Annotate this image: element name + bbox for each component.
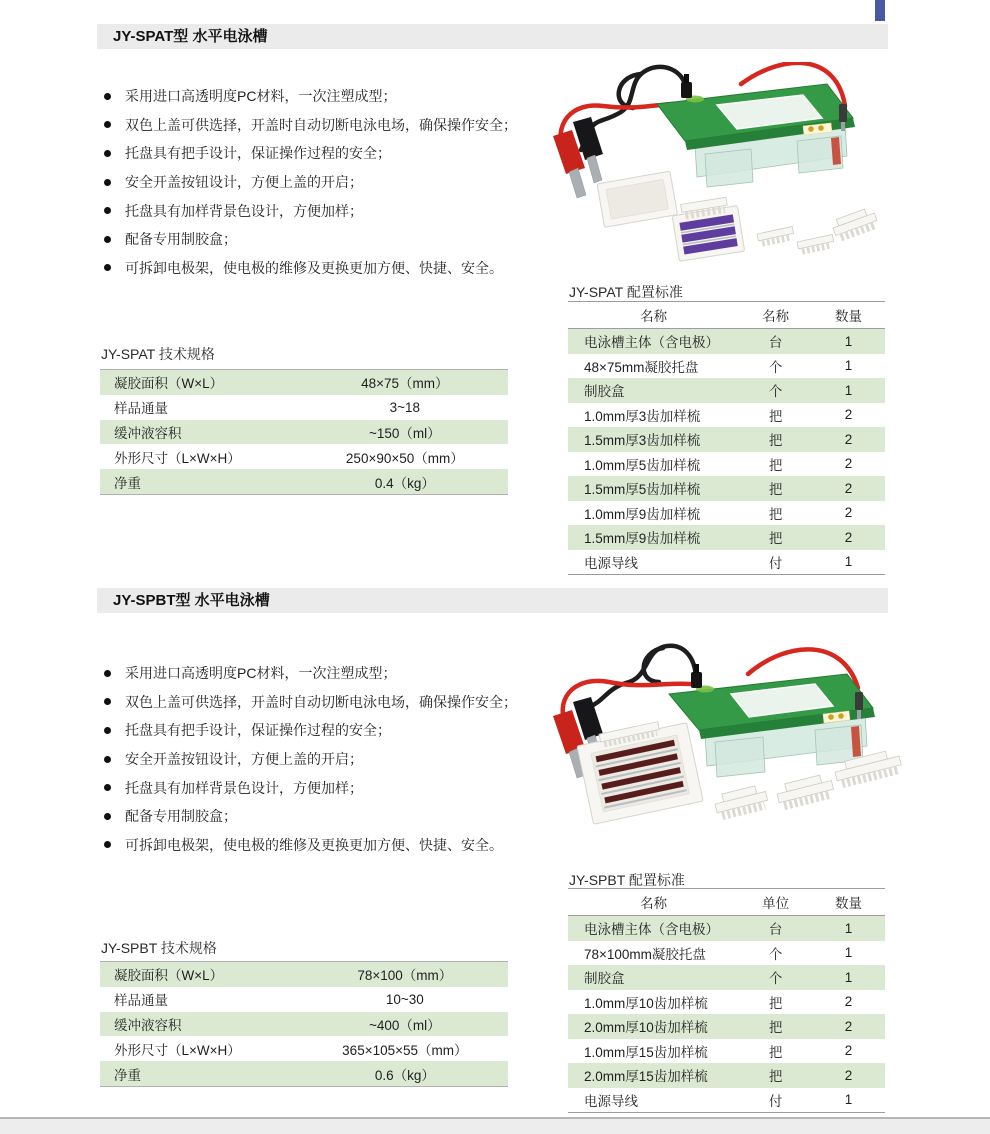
feature-item xyxy=(104,111,564,140)
config-name: 1.5mm厚3齿加样梳 xyxy=(584,433,701,449)
table-row xyxy=(568,452,885,477)
bullet-icon xyxy=(104,784,111,791)
config-qty: 1 xyxy=(844,945,853,961)
bullet-icon xyxy=(104,179,111,186)
bullet-icon xyxy=(104,670,111,677)
config-table-jy-spat xyxy=(568,301,885,575)
bullet-icon xyxy=(104,264,111,271)
table-row xyxy=(568,916,885,941)
config-name: 电泳槽主体（含电极） xyxy=(584,922,719,938)
spec-label: 外形尺寸（L×W×H） xyxy=(114,1042,241,1058)
config-unit: 个 xyxy=(768,359,783,375)
config-unit: 把 xyxy=(768,1069,783,1085)
spec-value: 365×105×55（mm） xyxy=(342,1042,468,1058)
spec-value: 78×100（mm） xyxy=(357,968,453,984)
config-name: 78×100mm凝胶托盘 xyxy=(584,946,706,962)
spec-label: 凝胶面积（W×L） xyxy=(114,968,224,984)
config-qty: 2 xyxy=(844,407,853,423)
config-unit: 个 xyxy=(768,384,783,400)
feature-item xyxy=(104,802,564,831)
config-name: 2.0mm厚10齿加样梳 xyxy=(584,1020,708,1036)
config-name: 电源导线 xyxy=(584,555,638,571)
config-unit: 把 xyxy=(768,506,783,522)
spec-table-title: JY-SPAT 技术规格 xyxy=(101,346,215,362)
spec-value: 250×90×50（mm） xyxy=(345,450,464,466)
config-unit: 把 xyxy=(768,995,783,1011)
config-unit: 付 xyxy=(768,555,783,571)
config-unit: 把 xyxy=(768,531,783,547)
config-qty: 1 xyxy=(844,969,853,985)
config-name: 2.0mm厚15齿加样梳 xyxy=(584,1069,708,1085)
table-row xyxy=(568,378,885,403)
config-name: 电源导线 xyxy=(584,1093,638,1109)
config-unit: 把 xyxy=(768,457,783,473)
spec-value: ~150（ml） xyxy=(369,425,441,441)
table-row xyxy=(568,550,885,575)
section-title: JY-SPAT型 水平电泳槽 xyxy=(113,28,268,45)
feature-item xyxy=(104,139,564,168)
feature-list-jy-spat xyxy=(104,82,564,282)
column-header: 数量 xyxy=(812,889,885,916)
feature-item xyxy=(104,688,564,717)
config-table-title: JY-SPAT 配置标准 xyxy=(569,284,683,300)
bullet-icon xyxy=(104,841,111,848)
table-row xyxy=(100,469,508,494)
table-row xyxy=(100,395,508,420)
config-qty: 1 xyxy=(844,382,853,398)
config-qty: 2 xyxy=(844,994,853,1010)
feature-item xyxy=(104,225,564,254)
table-row xyxy=(568,403,885,428)
table-row xyxy=(568,476,885,501)
bullet-icon xyxy=(104,698,111,705)
config-unit: 个 xyxy=(768,971,783,987)
feature-text: 配备专用制胶盒； xyxy=(125,231,237,248)
spec-label: 净重 xyxy=(114,475,141,491)
table-row xyxy=(568,1014,885,1039)
section-header-jy-spat xyxy=(97,24,888,49)
table-row xyxy=(100,444,508,469)
config-name: 48×75mm凝胶托盘 xyxy=(584,359,699,375)
feature-text: 托盘具有加样背景色设计，方便加样； xyxy=(125,202,363,219)
table-row xyxy=(568,525,885,550)
table-row xyxy=(568,427,885,452)
feature-item xyxy=(104,773,564,802)
spec-value: 3~18 xyxy=(389,399,421,415)
bullet-icon xyxy=(104,756,111,763)
table-row xyxy=(568,1063,885,1088)
electrophoresis-tank-illustration xyxy=(543,642,963,867)
config-qty: 2 xyxy=(844,431,853,447)
config-qty: 2 xyxy=(844,529,853,545)
config-table-jy-spbt xyxy=(568,888,885,1113)
table-header-row xyxy=(568,302,885,329)
table-row xyxy=(100,1012,508,1037)
table-row xyxy=(100,1036,508,1061)
table-header-row xyxy=(568,889,885,916)
spec-label: 缓冲液容积 xyxy=(114,1017,182,1033)
config-name: 1.5mm厚9齿加样梳 xyxy=(584,531,701,547)
feature-item xyxy=(104,716,564,745)
config-qty: 1 xyxy=(844,554,853,570)
spec-label: 凝胶面积（W×L） xyxy=(114,376,224,392)
feature-text: 托盘具有把手设计，保证操作过程的安全； xyxy=(125,722,391,739)
spec-table-jy-spbt xyxy=(100,961,508,1087)
table-row xyxy=(568,1088,885,1113)
config-name: 电泳槽主体（含电极） xyxy=(584,335,719,351)
config-unit: 把 xyxy=(768,1020,783,1036)
sample-combs xyxy=(757,206,878,252)
table-row xyxy=(568,990,885,1015)
config-qty: 2 xyxy=(844,1067,853,1083)
feature-item xyxy=(104,745,564,774)
config-unit: 台 xyxy=(768,922,783,938)
table-row xyxy=(568,329,885,354)
table-row xyxy=(568,1039,885,1064)
config-name: 1.0mm厚15齿加样梳 xyxy=(584,1044,708,1060)
corner-accent-bar xyxy=(875,0,885,21)
table-row xyxy=(100,370,508,395)
config-name: 制胶盒 xyxy=(584,971,625,987)
config-unit: 把 xyxy=(768,482,783,498)
config-qty: 1 xyxy=(844,1092,853,1108)
config-name: 1.5mm厚5齿加样梳 xyxy=(584,482,701,498)
bullet-icon xyxy=(104,813,111,820)
table-row xyxy=(568,501,885,526)
feature-item xyxy=(104,831,564,860)
config-name: 制胶盒 xyxy=(584,384,625,400)
spec-table-title: JY-SPBT 技术规格 xyxy=(101,940,217,956)
config-qty: 2 xyxy=(844,480,853,496)
jy-spat-product-photo xyxy=(545,62,945,282)
feature-text: 双色上盖可供选择，开盖时自动切断电泳电场，确保操作安全； xyxy=(125,116,517,133)
config-qty: 1 xyxy=(844,920,853,936)
feature-text: 采用进口高透明度PC材料，一次注塑成型； xyxy=(125,665,397,682)
config-qty: 2 xyxy=(844,1043,853,1059)
feature-list-jy-spbt xyxy=(104,659,564,859)
table-row xyxy=(568,965,885,990)
spec-table-jy-spat xyxy=(100,369,508,495)
table-row xyxy=(568,941,885,966)
table-row xyxy=(568,354,885,379)
electrophoresis-tank-illustration xyxy=(545,62,945,277)
feature-item xyxy=(104,196,564,225)
feature-item xyxy=(104,254,564,283)
column-header: 名称 xyxy=(739,302,812,329)
config-qty: 2 xyxy=(844,505,853,521)
feature-text: 配备专用制胶盒； xyxy=(125,808,237,825)
spec-label: 外形尺寸（L×W×H） xyxy=(114,450,241,466)
spec-label: 净重 xyxy=(114,1067,141,1083)
feature-text: 托盘具有加样背景色设计，方便加样； xyxy=(125,779,363,796)
jy-spbt-product-photo xyxy=(543,642,963,872)
spec-value: 0.6（kg） xyxy=(374,1067,435,1083)
feature-text: 采用进口高透明度PC材料，一次注塑成型； xyxy=(125,88,397,105)
config-unit: 付 xyxy=(768,1093,783,1109)
feature-text: 托盘具有把手设计，保证操作过程的安全； xyxy=(125,145,391,162)
config-qty: 2 xyxy=(844,456,853,472)
feature-text: 可拆卸电极架，使电极的维修及更换更加方便、快捷、安全。 xyxy=(125,836,503,853)
feature-item xyxy=(104,659,564,688)
bullet-icon xyxy=(104,207,111,214)
column-header: 单位 xyxy=(739,889,812,916)
config-name: 1.0mm厚9齿加样梳 xyxy=(584,506,701,522)
feature-text: 安全开盖按钮设计，方便上盖的开启； xyxy=(125,751,363,768)
table-row xyxy=(100,962,508,987)
config-qty: 1 xyxy=(844,358,853,374)
config-unit: 把 xyxy=(768,1044,783,1060)
table-row xyxy=(100,1061,508,1086)
spec-value: 10~30 xyxy=(385,991,424,1007)
config-name: 1.0mm厚10齿加样梳 xyxy=(584,995,708,1011)
feature-item xyxy=(104,168,564,197)
bullet-icon xyxy=(104,727,111,734)
config-name: 1.0mm厚5齿加样梳 xyxy=(584,457,701,473)
table-row xyxy=(100,987,508,1012)
spec-value: ~400（ml） xyxy=(369,1017,441,1033)
config-unit: 把 xyxy=(768,433,783,449)
config-table-title: JY-SPBT 配置标准 xyxy=(569,872,685,888)
feature-text: 双色上盖可供选择，开盖时自动切断电泳电场，确保操作安全； xyxy=(125,693,517,710)
spec-value: 0.4（kg） xyxy=(374,475,435,491)
spec-label: 缓冲液容积 xyxy=(114,425,182,441)
section-title: JY-SPBT型 水平电泳槽 xyxy=(113,592,270,609)
section-header-jy-spbt xyxy=(97,588,888,613)
config-qty: 1 xyxy=(844,333,853,349)
column-header: 名称 xyxy=(568,302,739,329)
config-unit: 把 xyxy=(768,408,783,424)
config-name: 1.0mm厚3齿加样梳 xyxy=(584,408,701,424)
feature-text: 安全开盖按钮设计，方便上盖的开启； xyxy=(125,174,363,191)
bullet-icon xyxy=(104,236,111,243)
spec-label: 样品通量 xyxy=(114,401,168,417)
column-header: 数量 xyxy=(812,302,885,329)
bullet-icon xyxy=(104,150,111,157)
config-qty: 2 xyxy=(844,1018,853,1034)
bullet-icon xyxy=(104,93,111,100)
feature-item xyxy=(104,82,564,111)
column-header: 名称 xyxy=(568,889,739,916)
bullet-icon xyxy=(104,121,111,128)
page-footer-bar xyxy=(0,1117,990,1134)
spec-value: 48×75（mm） xyxy=(361,376,449,392)
gel-casting-box xyxy=(671,196,745,262)
config-unit: 台 xyxy=(768,335,783,351)
table-row xyxy=(100,420,508,445)
feature-text: 可拆卸电极架，使电极的维修及更换更加方便、快捷、安全。 xyxy=(125,259,503,276)
gel-tray xyxy=(597,171,678,227)
config-unit: 个 xyxy=(768,946,783,962)
spec-label: 样品通量 xyxy=(114,993,168,1009)
